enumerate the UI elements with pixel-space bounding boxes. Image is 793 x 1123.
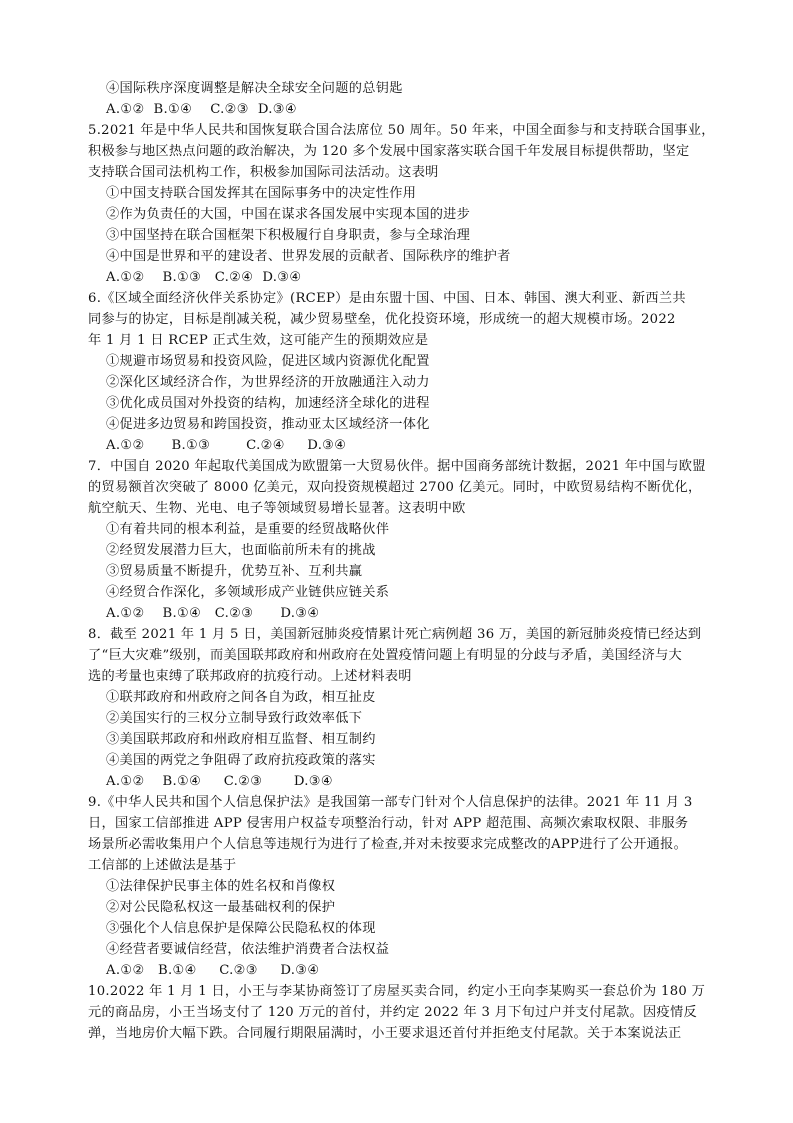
question-7 [88, 456, 708, 624]
option-line: ④经营者要诚信经营，依法维护消费者合法权益 [106, 942, 390, 957]
question-stem-line: 选的考量也束缚了联邦政府的抗疫行动。上述材料表明 [88, 669, 412, 684]
answer-choices: A.①② B.①③ C.②④ D.③④ [106, 438, 347, 453]
option-line: ④国际秩序深度调整是解决全球安全问题的总钥匙 [106, 81, 403, 96]
question-stem-line: 弹，当地房价大幅下跌。合同履行期限届满时，小王要求退还首付并拒绝支付尾款。关于本案说法正 [88, 1026, 682, 1041]
question-stem-line: 5.2021 年是中华人民共和国恢复联合国合法席位 50 周年。50 年来，中国全面参与和支持联合国事业， [88, 123, 715, 138]
question-stem-line: 8．截至 2021 年 1 月 5 日，美国新冠肺炎疫情累计死亡病例超 36 万，美国的新冠肺炎疫情已经达到 [88, 627, 702, 642]
option-line: ①规避市场贸易和投资风险，促进区域内资源优化配置 [106, 354, 430, 369]
option-line: ④中国是世界和平的建设者、世界发展的贡献者、国际秩序的维护者 [106, 249, 511, 264]
question-stem-line: 6.《区域全面经济伙伴关系协定》(RCEP）是由东盟十国、中国、日本、韩国、澳大利亚、新西兰共 [88, 291, 686, 306]
option-line: ①联邦政府和州政府之间各自为政，相互扯皮 [106, 690, 376, 705]
previous-question-tail [88, 78, 708, 120]
option-line: ④经贸合作深化，多领域形成产业链供应链关系 [106, 585, 390, 600]
answer-choices: A.①② B.①④ C.②③ D.③④ [106, 102, 298, 117]
question-5 [88, 120, 715, 288]
option-line: ③美国联邦政府和州政府相互监督、相互制约 [106, 732, 376, 747]
question-stem-line: 场景所必需收集用户个人信息等违规行为进行了检查,并对未按要求完成整改的APP进行了公开通报。 [88, 837, 688, 852]
question-stem-line: 日，国家工信部推进 APP 侵害用户权益专项整治行动，针对 APP 超范围、高频次索取权限、非服务 [88, 816, 689, 831]
answer-choices: A.①② B.①③ C.②④ D.③④ [106, 270, 302, 285]
question-stem-line: 7．中国自 2020 年起取代美国成为欧盟第一大贸易伙伴。据中国商务部统计数据，2021 年中国与欧盟 [88, 459, 706, 474]
option-line: ②深化区域经济合作，为世界经济的开放融通注入动力 [106, 375, 430, 390]
question-stem-line: 10.2022 年 1 月 1 日，小王与李某协商签订了房屋买卖合同，约定小王向李某购买一套总价为 180 万 [88, 984, 706, 999]
answer-choices: A.①② B.①④ C.②③ D.③④ [106, 963, 320, 978]
option-line: ②作为负责任的大国，中国在谋求各国发展中实现本国的进步 [106, 207, 471, 222]
question-stem-line: 年 1 月 1 日 RCEP 正式生效，这可能产生的预期效应是 [88, 333, 429, 348]
question-10 [88, 981, 708, 1044]
option-line: ②经贸发展潜力巨大，也面临前所未有的挑战 [106, 543, 376, 558]
option-line: ③强化个人信息保护是保障公民隐私权的体现 [106, 921, 376, 936]
answer-choices: A.①② B.①④ C.②③ D.③④ [106, 606, 320, 621]
option-line: ①有着共同的根本利益，是重要的经贸战略伙伴 [106, 522, 390, 537]
question-9 [88, 792, 708, 981]
question-stem-line: 了“巨大灾难”级别，而美国联邦政府和州政府在处置疫情问题上有明显的分歧与矛盾，美国经济与大 [88, 648, 683, 663]
question-stem-line: 的贸易额首次突破了 8000 亿美元，双向投资规模超过 2700 亿美元。同时，中欧贸易结构不断优化， [88, 480, 702, 495]
option-line: ①中国支持联合国发挥其在国际事务中的决定性作用 [106, 186, 417, 201]
question-stem-line: 工信部的上述做法是基于 [88, 858, 237, 873]
question-stem-line: 元的商品房，小王当场支付了 120 万元的首付，并约定 2022 年 3 月下旬过户并支付尾款。因疫情反 [88, 1005, 697, 1020]
option-line: ②美国实行的三权分立制导致行政效率低下 [106, 711, 363, 726]
option-line: ①法律保护民事主体的姓名权和肖像权 [106, 879, 336, 894]
question-stem-line: 航空航天、生物、光电、电子等领域贸易增长显著。这表明中欧 [88, 501, 466, 516]
question-stem-line: 支持联合国司法机构工作，积极参加国际司法活动。这表明 [88, 165, 439, 180]
option-line: ④促进多边贸易和跨国投资，推动亚太区域经济一体化 [106, 417, 430, 432]
question-stem-line: 积极参与地区热点问题的政治解决，为 120 多个发展中国家落实联合国千年发展目标提供帮助，坚定 [88, 144, 690, 159]
option-line: ③中国坚持在联合国框架下积极履行自身职责，参与全球治理 [106, 228, 471, 243]
exam-page [88, 78, 715, 1044]
option-line: ④美国的两党之争阻碍了政府抗疫政策的落实 [106, 753, 376, 768]
question-6 [88, 288, 708, 456]
option-line: ②对公民隐私权这一最基础权利的保护 [106, 900, 336, 915]
option-line: ③优化成员国对外投资的结构，加速经济全球化的进程 [106, 396, 430, 411]
answer-choices: A.①② B.①④ C.②③ D.③④ [106, 774, 333, 789]
question-stem-line: 同参与的协定，目标是削减关税，减少贸易壁垒，优化投资环境，形成统一的超大规模市场。2022 [88, 312, 676, 327]
question-stem-line: 9.《中华人民共和国个人信息保护法》是我国第一部专门针对个人信息保护的法律。2021 年 11 月 3 [88, 795, 693, 810]
question-8 [88, 624, 708, 792]
option-line: ③贸易质量不断提升，优势互补、互利共赢 [106, 564, 363, 579]
